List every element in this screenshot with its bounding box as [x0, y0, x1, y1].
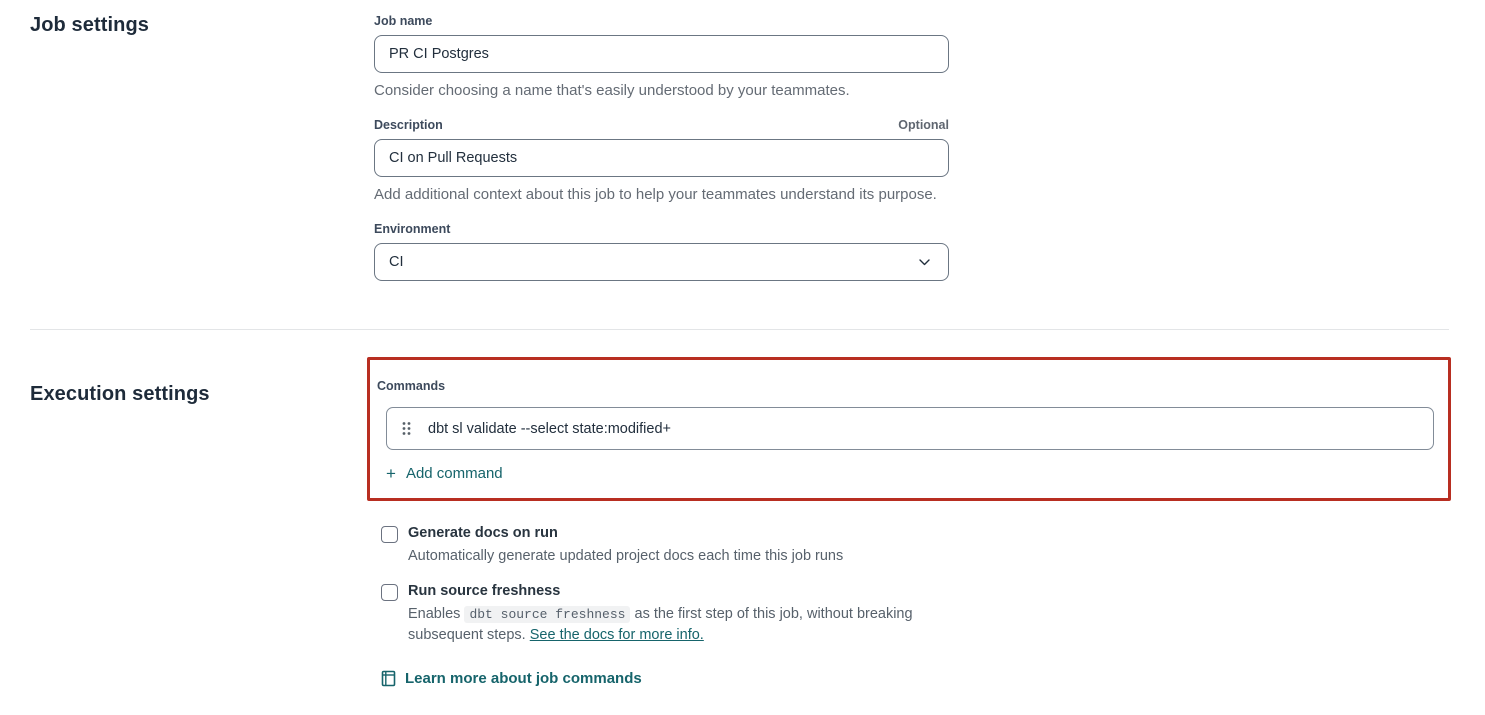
description-label: Description	[374, 118, 443, 132]
execution-settings-form	[374, 357, 1455, 692]
run-source-freshness-checkbox[interactable]	[381, 584, 398, 601]
job-name-helper: Consider choosing a name that's easily understood by your teammates.	[374, 82, 850, 99]
add-command-button[interactable]	[386, 465, 503, 482]
learn-more-link[interactable]	[381, 670, 642, 687]
generate-docs-checkbox[interactable]	[381, 526, 398, 543]
execution-settings-heading: Execution settings	[30, 383, 210, 405]
description-helper: Add additional context about this job to help your teammates understand its purpose.	[374, 186, 937, 203]
command-text[interactable]: dbt sl validate --select state:modified+	[428, 420, 671, 437]
generate-docs-row	[381, 525, 1455, 566]
environment-selected-value: CI	[389, 254, 404, 270]
add-command-label: Add command	[405, 465, 503, 482]
execution-settings-section	[30, 357, 1455, 692]
book-icon	[381, 670, 396, 687]
section-divider	[30, 329, 1449, 330]
generate-docs-helper: Automatically generate updated project docs each time this job runs	[408, 548, 844, 564]
description-input[interactable]	[374, 139, 949, 177]
environment-field-group	[374, 222, 949, 281]
job-settings-heading: Job settings	[30, 14, 149, 36]
optional-badge: Optional	[898, 118, 949, 132]
drag-handle-icon[interactable]	[402, 421, 411, 436]
commands-highlight-box	[367, 357, 1451, 501]
helper-text-before-code: Enables	[408, 606, 461, 622]
run-source-freshness-label[interactable]: Run source freshness	[408, 583, 561, 599]
environment-label: Environment	[374, 222, 451, 236]
inline-code-snippet: dbt source freshness	[464, 606, 630, 623]
commands-label: Commands	[377, 379, 446, 393]
chevron-down-icon	[919, 259, 930, 266]
helper-text-after-code: as the first step of this job, without breaking subsequent steps.	[408, 606, 913, 643]
run-source-freshness-helper	[408, 604, 948, 645]
job-name-field-group	[374, 14, 949, 99]
command-row[interactable]	[386, 407, 1434, 450]
environment-select[interactable]	[374, 243, 949, 281]
description-field-group	[374, 118, 949, 203]
job-name-input[interactable]	[374, 35, 949, 73]
plus-icon: +	[386, 464, 396, 483]
learn-more-label: Learn more about job commands	[405, 670, 642, 687]
job-settings-section	[30, 14, 1455, 281]
job-name-label: Job name	[374, 14, 433, 28]
job-settings-form	[374, 14, 949, 281]
run-source-freshness-row	[381, 583, 1455, 645]
generate-docs-label[interactable]: Generate docs on run	[408, 525, 558, 541]
see-docs-link[interactable]: See the docs for more info.	[529, 627, 704, 643]
